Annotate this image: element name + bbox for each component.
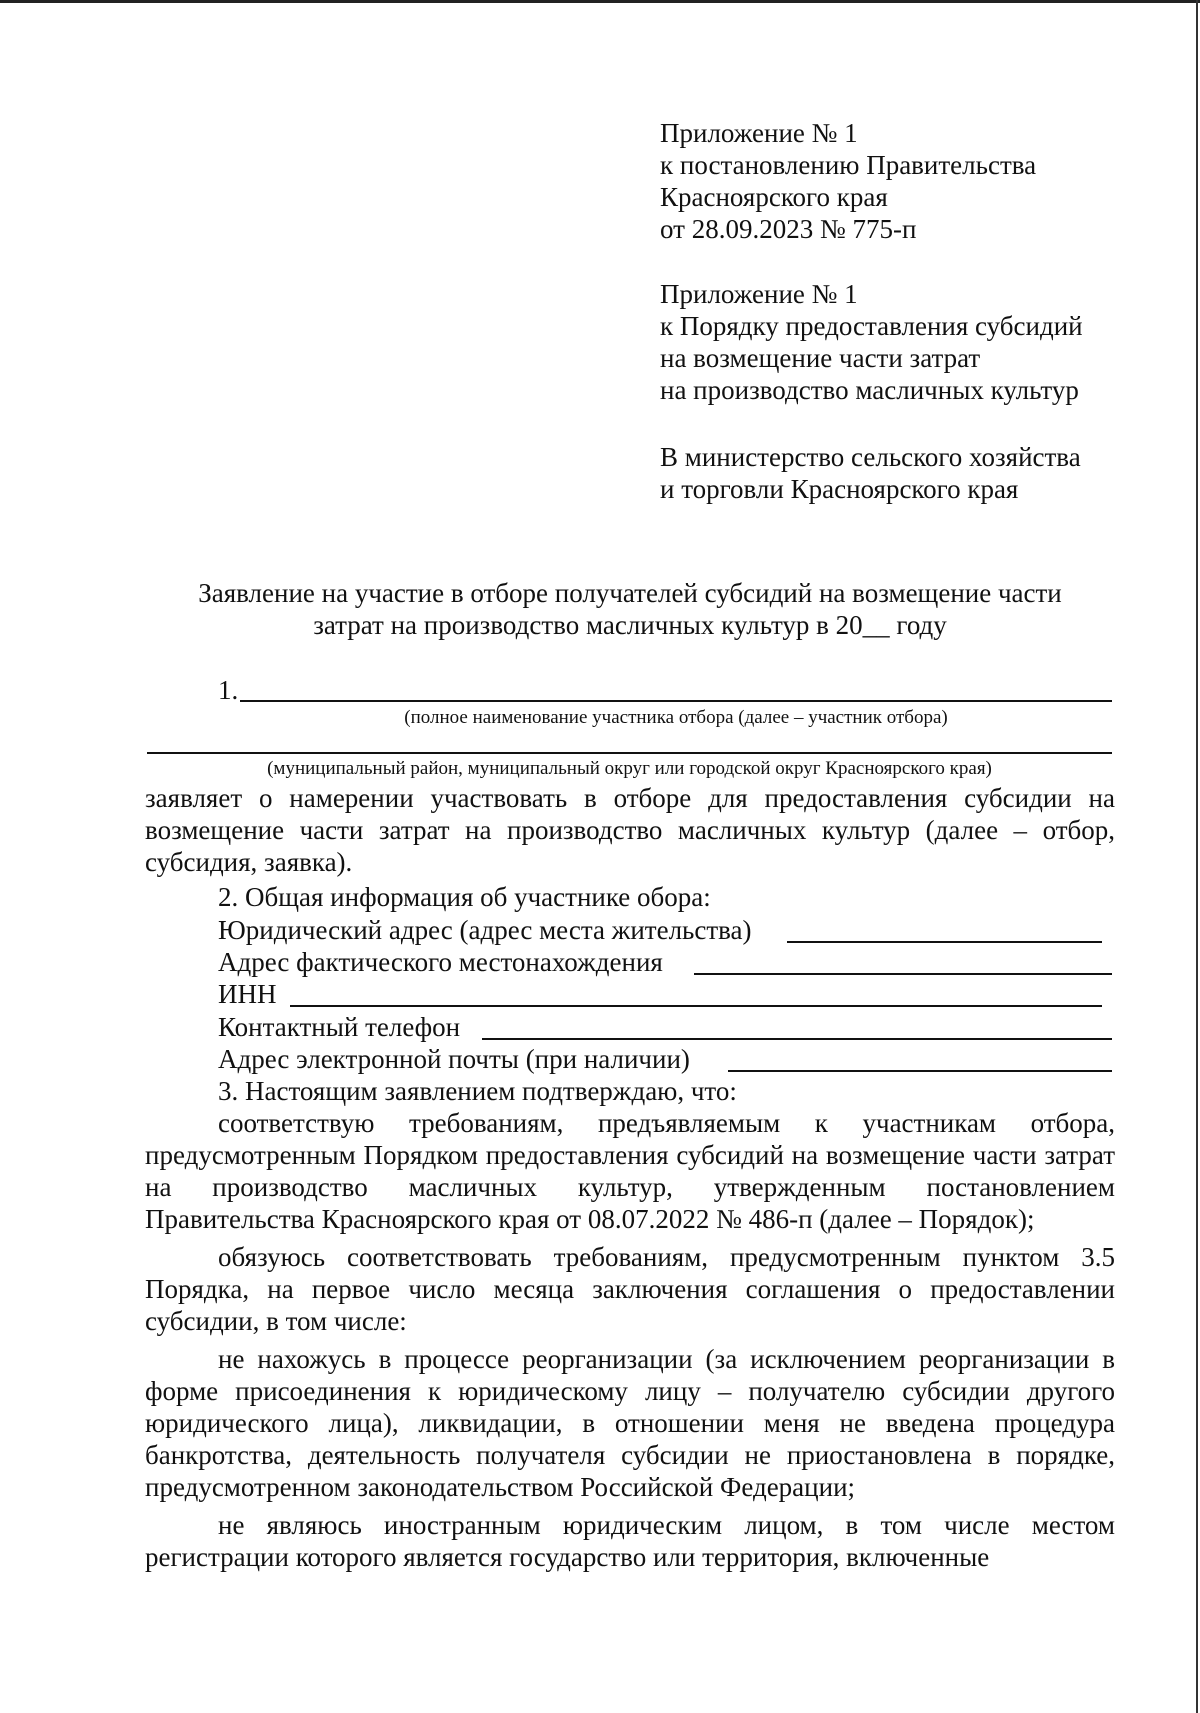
- section-1-number: 1.: [218, 675, 239, 705]
- confirmation-paragraph-4: не являюсь иностранным юридическим лицом, в том числе местом регистрации которого является государство или территория, включенные: [145, 1510, 1115, 1572]
- appendix-1-header: [660, 117, 1180, 245]
- section-3-heading: 3. Настоящим заявлением подтверждаю, что:: [218, 1076, 737, 1106]
- header-line: на производство масличных культур: [660, 375, 1079, 405]
- appendix-2-header: [660, 278, 1180, 406]
- document-title: [140, 577, 1120, 641]
- inn-label: ИНН: [218, 979, 277, 1009]
- addressee-block: [660, 441, 1180, 505]
- confirmation-paragraph-3: не нахожусь в процессе реорганизации (за исключением реорганизации в форме присоединения к юридическому лицу – получателю субсидии другого юридического лица), ликвидации, в отношении меня не введена процедура банкротства, деятельность получателя субсидии не приостановлена в порядке, предусмотренном законодательством Российской Федерации;: [145, 1344, 1115, 1502]
- page-top-border: [0, 0, 1200, 3]
- phone-input-line[interactable]: [482, 1038, 1112, 1040]
- header-line: к постановлению Правительства: [660, 150, 1037, 180]
- actual-address-label: Адрес фактического местонахождения: [218, 947, 663, 977]
- legal-address-input-line[interactable]: [787, 941, 1102, 943]
- participant-name-caption: (полное наименование участника отбора (далее – участник отбора): [404, 707, 948, 728]
- actual-address-input-line[interactable]: [694, 973, 1112, 975]
- district-caption: (муниципальный район, муниципальный округ или городской округ Красноярского края): [267, 758, 992, 779]
- header-line: на возмещение части затрат: [660, 343, 981, 373]
- header-line: от 28.09.2023 № 775-п: [660, 214, 917, 244]
- header-line: к Порядку предоставления субсидий: [660, 311, 1083, 341]
- header-line: Приложение № 1: [660, 118, 858, 148]
- email-input-line[interactable]: [728, 1070, 1112, 1072]
- page-right-border: [1196, 0, 1198, 1713]
- header-line: Красноярского края: [660, 182, 888, 212]
- inn-input-line[interactable]: [290, 1005, 1102, 1007]
- district-line[interactable]: [147, 752, 1112, 754]
- title-line-1: Заявление на участие в отборе получателей субсидий на возмещение части: [198, 578, 1062, 608]
- addressee-line: В министерство сельского хозяйства: [660, 442, 1081, 472]
- participation-statement: заявляет о намерении участвовать в отборе для предоставления субсидии на возмещение части затрат на производство масличных культур (далее – отбор, субсидия, заявка).: [145, 783, 1115, 877]
- title-line-2: затрат на производство масличных культур в 20__ году: [313, 610, 947, 640]
- section-2-heading: 2. Общая информация об участнике обора:: [218, 882, 711, 912]
- email-label: Адрес электронной почты (при наличии): [218, 1044, 690, 1074]
- legal-address-label: Юридический адрес (адрес места жительства): [218, 915, 752, 945]
- confirmation-paragraph-1: соответствую требованиям, предъявляемым к участникам отбора, предусмотренным Порядком предоставления субсидий на возмещение части затрат на производство масличных культур, утвержденным постановлением Правительства Красноярского края от 08.07.2022 № 486-п (далее – Порядок);: [145, 1108, 1115, 1234]
- addressee-line: и торговли Красноярского края: [660, 474, 1019, 504]
- confirmation-paragraph-2: обязуюсь соответствовать требованиям, предусмотренным пунктом 3.5 Порядка, на первое число месяца заключения соглашения о предоставлении субсидии, в том числе:: [145, 1242, 1115, 1336]
- header-line: Приложение № 1: [660, 279, 858, 309]
- participant-name-line[interactable]: [240, 700, 1112, 702]
- phone-label: Контактный телефон: [218, 1012, 461, 1042]
